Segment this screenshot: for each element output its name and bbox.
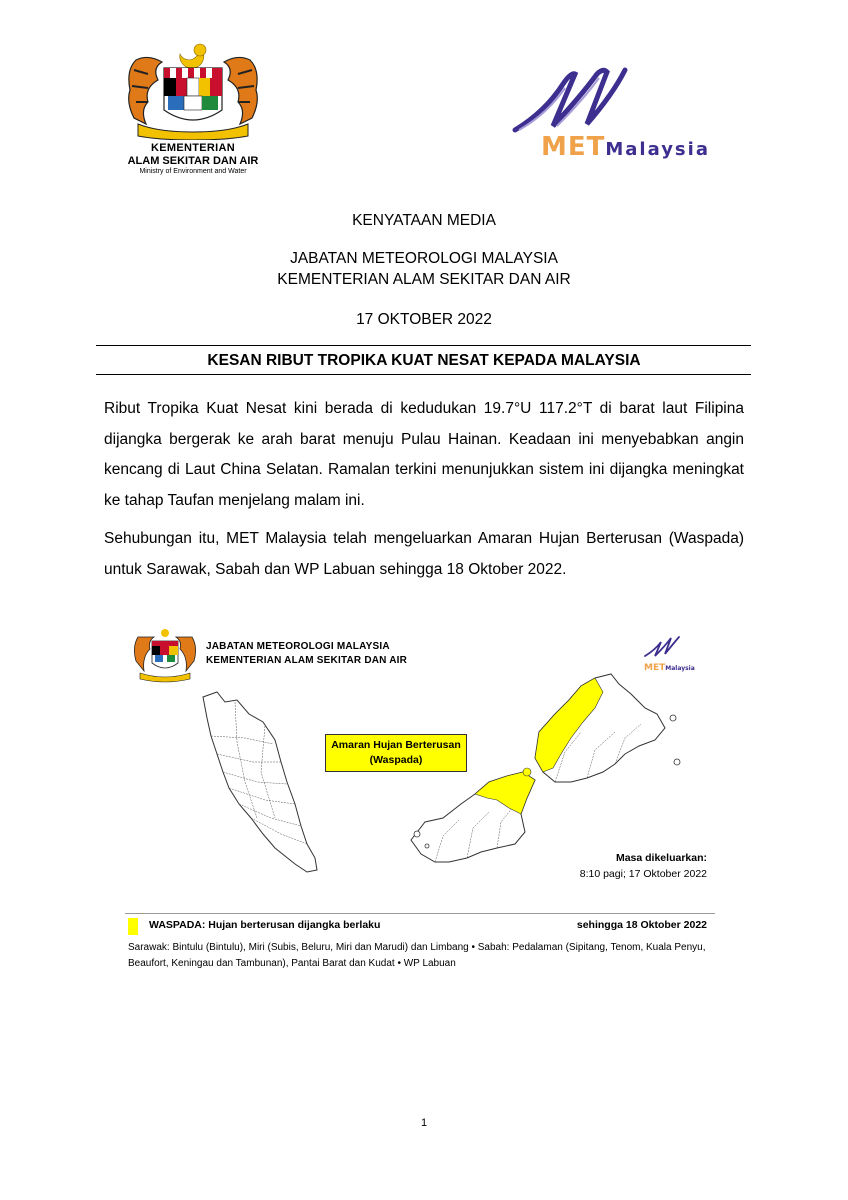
island-4 (674, 759, 680, 765)
ministry-name-line1: KEMENTERIAN (151, 142, 235, 154)
issued-label: Masa dikeluarkan: (615, 852, 707, 864)
met-logo-prefix: MET (541, 132, 606, 162)
body-paragraph-2: Sehubungan itu, MET Malaysia telah mengeluarkan Amaran Hujan Berterusan (Waspada) untuk Sarawak, Sabah dan WP Labuan sehingga 18 Oktober 2022. (104, 530, 744, 578)
met-malaysia-logo (505, 66, 720, 166)
met-logo-text (541, 132, 710, 162)
coat-of-arms-icon (118, 40, 268, 140)
island-2 (425, 844, 429, 848)
topic-heading: KESAN RIBUT TROPIKA KUAT NESAT KEPADA MALAYSIA (207, 352, 641, 369)
warning-map-graphic (125, 622, 715, 982)
legend-title: WASPADA: Hujan berterusan dijangka berlaku (149, 919, 381, 931)
map-agency-label: JABATAN METEOROLOGI MALAYSIA (206, 641, 390, 652)
affected-areas-list: Sarawak: Bintulu (Bintulu), Miri (Subis, Beluru, Miri dan Marudi) dan Limbang • Sabah: Pedalaman (Sipitang, Tenom, Kuala Penyu, Beaufort, Keningau dan Tambunan), Pantai Barat dan Kudat • WP Labuan (128, 942, 706, 969)
warning-type-line2: (Waspada) (369, 754, 423, 766)
ministry-logo (118, 40, 268, 180)
waspada-area-labuan (523, 768, 531, 776)
map-met-suffix: Malaysia (665, 665, 695, 672)
date-heading: 17 OKTOBER 2022 (356, 311, 492, 328)
map-ministry-label: KEMENTERIAN ALAM SEKITAR DAN AIR (206, 655, 408, 666)
page-number: 1 (420, 1117, 428, 1129)
met-wave-icon (505, 66, 720, 136)
ministry-heading: KEMENTERIAN ALAM SEKITAR DAN AIR (277, 271, 571, 288)
divider-top (96, 345, 751, 346)
legend-divider (125, 913, 715, 914)
divider-bottom (96, 374, 751, 375)
island-3 (670, 715, 676, 721)
peninsular-malaysia (203, 692, 317, 872)
agency-heading: JABATAN METEOROLOGI MALAYSIA (290, 250, 558, 267)
ministry-name-line2: ALAM SEKITAR DAN AIR (127, 155, 259, 167)
doc-type-heading: KENYATAAN MEDIA (352, 212, 496, 229)
legend-until-date: sehingga 18 Oktober 2022 (576, 919, 707, 931)
issued-time: 8:10 pagi; 17 Oktober 2022 (579, 868, 707, 880)
warning-type-line1: Amaran Hujan Berterusan (331, 739, 461, 751)
island-1 (414, 831, 420, 837)
map-met-prefix: MET (644, 663, 666, 673)
body-paragraph-1: Ribut Tropika Kuat Nesat kini berada di kedudukan 19.7°U 117.2°T di barat laut Filipina dijangka bergerak ke arah barat menuju Pulau Hainan. Keadaan ini menyebabkan angin kencang di Laut China Selatan. Ramalan terkini menunjukkan sistem ini dijangka meningkat ke tahap Taufan menjelang malam ini. (104, 400, 744, 509)
waspada-color-swatch (128, 918, 138, 935)
warning-type-box (325, 734, 467, 772)
ministry-name-english: Ministry of Environment and Water (139, 168, 247, 175)
met-logo-suffix: Malaysia (605, 139, 710, 160)
